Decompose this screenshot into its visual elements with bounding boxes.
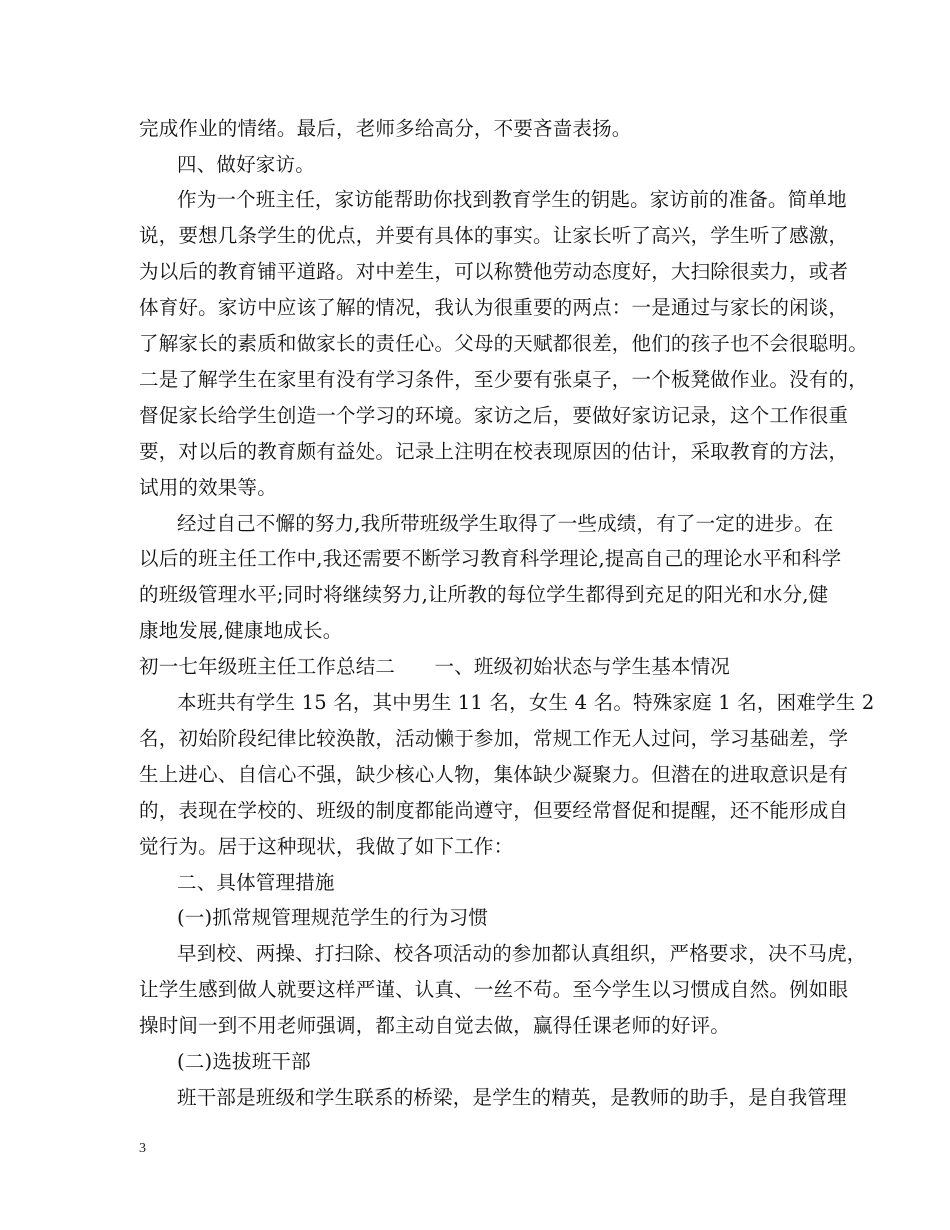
text-line: 以后的班主任工作中,我还需要不断学习教育科学理论,提高自己的理论水平和科学	[139, 547, 842, 570]
text-line: 觉行为。居于这种现状，我做了如下工作：	[139, 835, 514, 858]
page-number: 3	[139, 1141, 146, 1156]
text-line: 二是了解学生在家里有没有学习条件，至少要有张桌子，一个板凳做作业。没有的，	[139, 368, 868, 391]
text-line: 操时间一到不用老师强调，都主动自觉去做，赢得任课老师的好评。	[139, 1014, 731, 1037]
text-line: 说，要想几条学生的优点，并要有具体的事实。让家长听了高兴，学生听了感激，	[139, 224, 849, 247]
text-line: 班干部是班级和学生联系的桥梁，是学生的精英，是教师的助手，是自我管理	[177, 1086, 847, 1109]
text-line: 试用的效果等。	[139, 476, 277, 499]
text-line: 康地发展,健康地成长。	[139, 619, 343, 642]
text-line: 生上进心、自信心不强，缺少核心人物，集体缺少凝聚力。但潜在的进取意识是有	[139, 763, 849, 786]
text-line: 了解家长的素质和做家长的责任心。父母的天赋都很差，他们的孩子也不会很聪明。	[139, 332, 868, 355]
text-line: 督促家长给学生创造一个学习的环境。家访之后，要做好家访记录，这个工作很重	[139, 404, 849, 427]
text-line: 的，表现在学校的、班级的制度都能尚遵守，但要经常督促和提醒，还不能形成自	[139, 799, 849, 822]
text-line: 为以后的教育铺平道路。对中差生，可以称赞他劳动态度好，大扫除很卖力，或者	[139, 260, 849, 283]
text-line: 完成作业的情绪。最后，老师多给高分，不要吝啬表扬。	[139, 117, 632, 140]
text-line: 要，对以后的教育颇有益处。记录上注明在校表现原因的估计，采取教育的方法，	[139, 440, 849, 463]
text-line: 作为一个班主任，家访能帮助你找到教育学生的钥匙。家访前的准备。简单地	[177, 188, 847, 211]
text-line: 名，初始阶段纪律比较涣散，活动懒于参加，常规工作无人过问，学习基础差，学	[139, 727, 849, 750]
subsection-heading: (二)选拔班干部	[177, 1050, 311, 1073]
text-line: 经过自己不懈的努力,我所带班级学生取得了一些成绩，有了一定的进步。在	[177, 512, 834, 535]
text-line: 体育好。家访中应该了解的情况，我认为很重要的两点：一是通过与家长的闲谈，	[139, 296, 849, 319]
section-heading: 二、具体管理措施	[177, 871, 335, 894]
text-line: 早到校、两操、打扫除、校各项活动的参加都认真组织，严格要求，决不马虎，	[177, 942, 867, 965]
text-line: 让学生感到做人就要这样严谨、认真、一丝不苟。至今学生以习惯成自然。例如眼	[139, 978, 849, 1001]
text-line: 的班级管理水平;同时将继续努力,让所教的每位学生都得到充足的阳光和水分,健	[139, 583, 829, 606]
text-line: 本班共有学生 15 名，其中男生 11 名，女生 4 名。特殊家庭 1 名，困难学生 2	[177, 691, 875, 714]
section-title: 初一七年级班主任工作总结二 一、班级初始状态与学生基本情况	[139, 655, 731, 678]
section-heading: 四、做好家访。	[177, 153, 315, 176]
subsection-heading: (一)抓常规管理规范学生的行为习惯	[177, 906, 489, 929]
